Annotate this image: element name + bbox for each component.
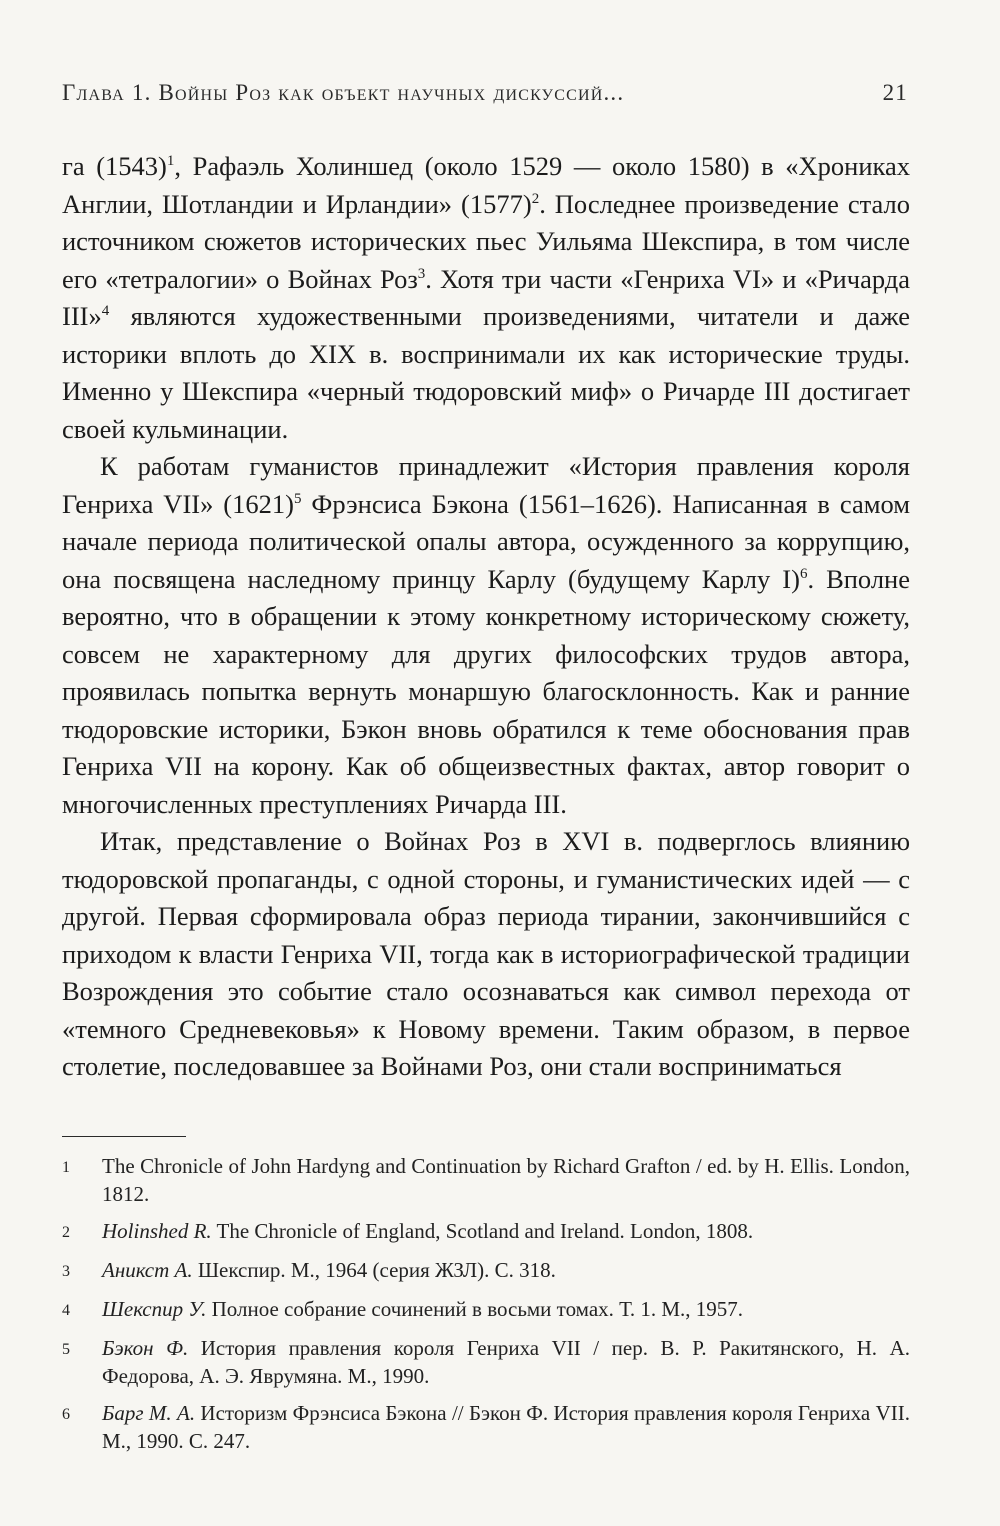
text-run: К работам гуманистов принадлежит «История правления короля Генриха VII» (1621) [62, 451, 910, 519]
text-run: , Рафаэль Холиншед (около 1529 — около 1580) в «Хрониках Англии, Шотландии и Ирландии» (1577) [62, 151, 911, 219]
footnote [62, 1152, 910, 1208]
footnote-text [102, 1152, 910, 1208]
footnote-body: Шекспир. М., 1964 (серия ЖЗЛ). С. 318. [192, 1258, 556, 1282]
footnote-number: 6 [62, 1406, 70, 1423]
footnote-body: Полное собрание сочинений в восьми томах. Т. 1. М., 1957. [206, 1297, 744, 1321]
footnote-ref: 4 [101, 303, 110, 320]
text-run: . Последнее произведение стало источником сюжетов исторических пьес Уильяма Шекспира, в том числе его «тетралогии» о Войнах Роз [62, 188, 910, 294]
footnote-ref: 3 [417, 265, 426, 282]
footnote-number: 5 [62, 1341, 70, 1358]
footnote-number: 4 [62, 1302, 70, 1319]
footnote-author: Шекспир У. [102, 1297, 207, 1321]
footnote-body: The Chronicle of England, Scotland and Ireland. London, 1808. [211, 1219, 754, 1243]
footnote-text [102, 1334, 910, 1390]
footnote-text [102, 1399, 910, 1455]
footnote-ref: 5 [293, 490, 302, 507]
text-run: Фрэнсиса Бэкона (1561–1626). Написанная в самом начале периода политической опалы автора, осужденного за коррупцию, она посвящена наследному принцу Карлу (будущему Карлу I) [62, 488, 911, 594]
text-run: являются художественными произведениями, читатели и даже историки вплоть до XIX в. воспринимали их как исторические труды. Именно у Шекспира «черный тюдоровский миф» о Ричарде III достигает своей кульминации. [62, 301, 910, 444]
footnote [62, 1334, 910, 1390]
footnote-body: The Chronicle of John Hardyng and Continuation by Richard Grafton / ed. by H. Ellis. London, 1812. [102, 1154, 910, 1206]
footnote-ref: 1 [166, 153, 175, 170]
footnote [62, 1399, 910, 1455]
footnotes [62, 1152, 910, 1464]
main-text [62, 148, 910, 1086]
footnote-author: Барг М. А. [102, 1401, 196, 1425]
paragraph-1 [62, 148, 910, 448]
footnote-number: 3 [62, 1263, 70, 1280]
footnote-author: Бэкон Ф. [102, 1336, 189, 1360]
footnote-ref: 6 [799, 565, 808, 582]
footnote-ref: 2 [531, 190, 540, 207]
footnote-body: Историзм Фрэнсиса Бэкона // Бэкон Ф. История правления короля Генриха VII. М., 1990. С. 247. [102, 1401, 910, 1453]
footnote-body: История правления короля Генриха VII / пер. В. Р. Ракитянского, Н. А. Федорова, А. Э. Яврумяна. М., 1990. [102, 1336, 910, 1388]
paragraph-3: Итак, представление о Войнах Роз в XVI в. подверглось влиянию тюдоровской пропаганды, с одной стороны, и гуманистических идей — с другой. Первая сформировала образ периода тирании, закончившийся с приходом к власти Генриха VII, тогда как в историографической традиции Возрождения это событие стало осознаваться как символ перехода от «темного Средневековья» к Новому времени. Таким образом, в первое столетие, последовавшее за Войнами Роз, они стали восприниматься [62, 826, 910, 1081]
footnote [62, 1217, 910, 1247]
footnote [62, 1256, 910, 1286]
text-run: га (1543) [62, 151, 167, 181]
footnote-number: 2 [62, 1224, 70, 1241]
running-header [62, 80, 908, 106]
footnote-author: Аникст А. [102, 1258, 193, 1282]
footnote-author: Holinshed R. [102, 1219, 212, 1243]
text-run: . Вполне вероятно, что в обращении к этому конкретному историческому сюжету, совсем не характерному для других философских трудов автора, проявилась попытка вернуть монаршую благосклонность. Как и ранние тюдоровские историки, Бэкон вновь обратился к теме обоснования прав Генриха VII на корону. Как об общеизвестных фактах, автор говорит о многочисленных преступлениях Ричарда III. [62, 563, 910, 819]
footnote-text [102, 1295, 910, 1325]
running-title: Глава 1. Войны Роз как объект научных дискуссий... [62, 80, 625, 105]
page-number: 21 [882, 80, 908, 105]
footnote-text [102, 1256, 910, 1286]
footnote-number: 1 [62, 1159, 70, 1176]
footnote-divider [62, 1136, 186, 1137]
text-run: . Хотя три части «Генриха VI» и «Ричарда III» [62, 263, 910, 331]
footnote [62, 1295, 910, 1325]
footnote-text [102, 1217, 910, 1247]
paragraph-2 [62, 448, 910, 823]
